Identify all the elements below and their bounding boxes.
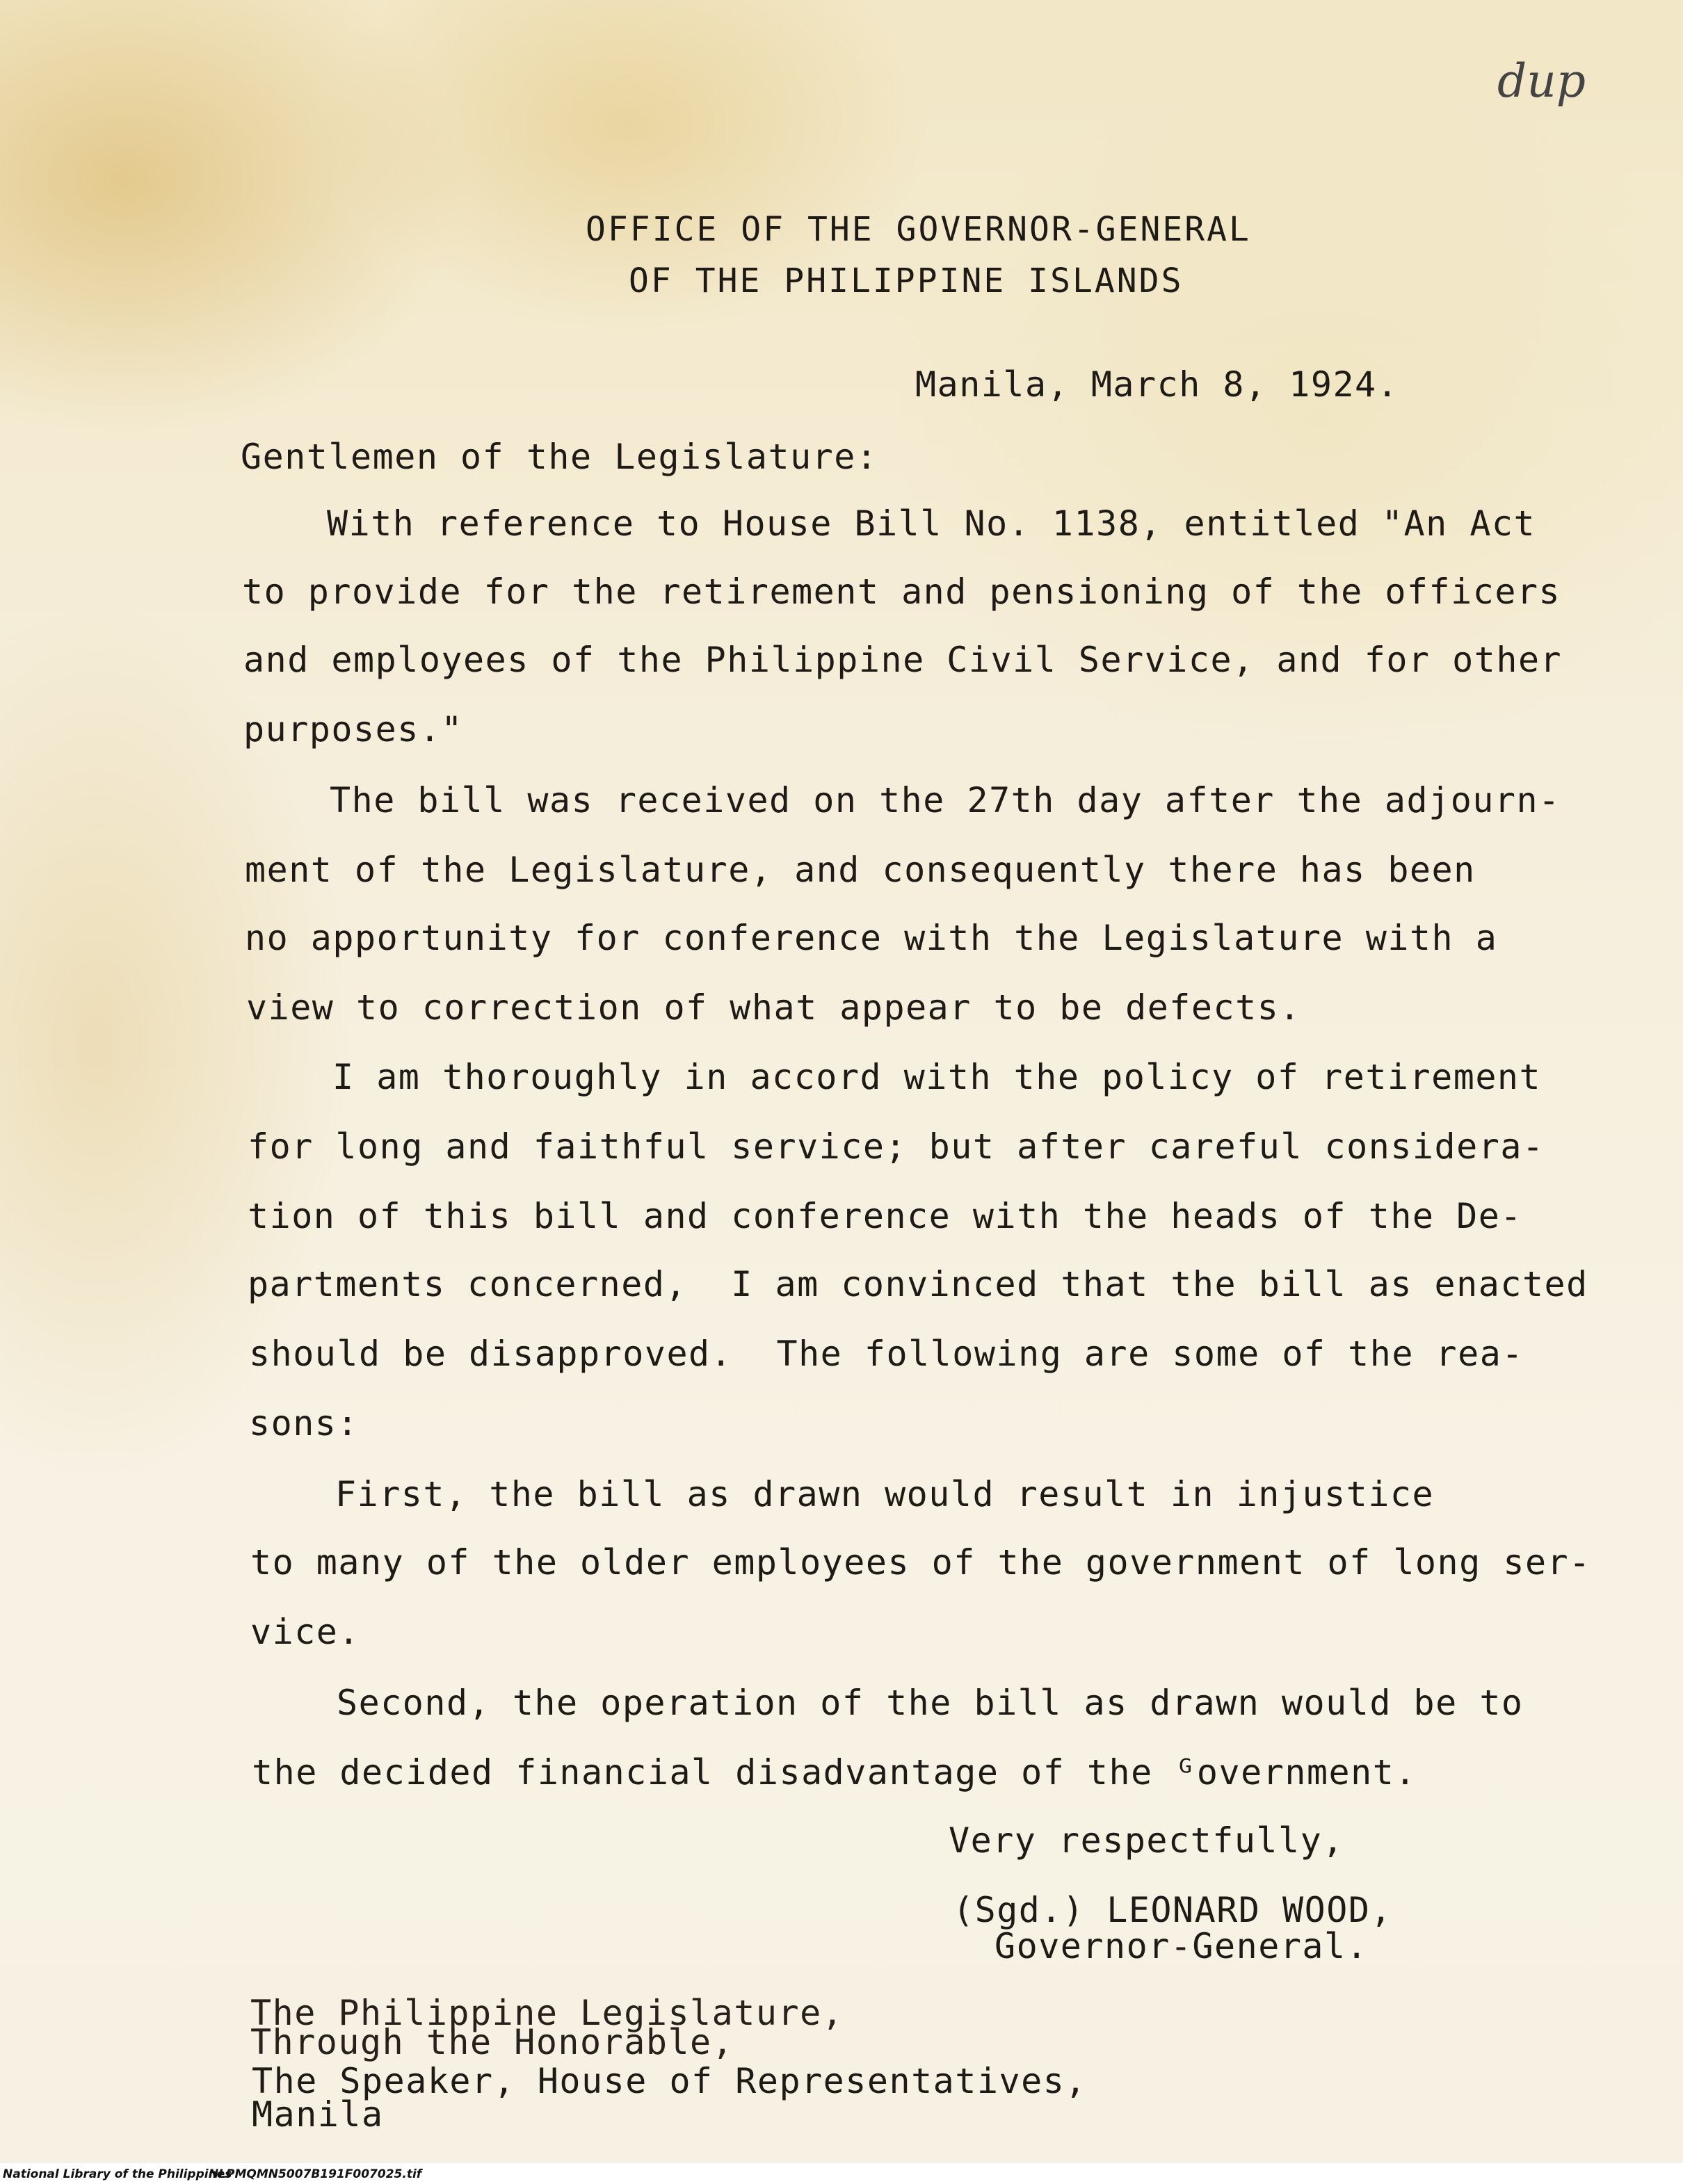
- body-line: I am thoroughly in accord with the policy of retirement: [332, 1057, 1542, 1097]
- salutation: Gentlemen of the Legislature:: [241, 437, 878, 477]
- footer-filename: NLPMQMN5007B191F007025.tif: [209, 2167, 422, 2181]
- dateline: Manila, March 8, 1924.: [915, 364, 1399, 405]
- body-line: vice.: [250, 1612, 361, 1652]
- body-line: to many of the older employees of the government of long ser-: [250, 1542, 1591, 1583]
- footer-library: National Library of the Philippines: [3, 2167, 232, 2181]
- body-line: no apportunity for conference with the Legislature with a: [245, 918, 1498, 958]
- signature-title: Governor-General.: [994, 1926, 1369, 1966]
- body-line: sons:: [249, 1403, 360, 1443]
- body-line: partments concerned, I am convinced that the bill as enacted: [248, 1264, 1588, 1304]
- body-line: ment of the Legislature, and consequently there has been: [245, 850, 1476, 890]
- body-line: Second, the operation of the bill as drawn would be to: [337, 1683, 1524, 1723]
- body-line: should be disapproved. The following are some of the rea-: [249, 1334, 1524, 1374]
- address-line-4: Manila: [252, 2094, 384, 2135]
- signature-name: (Sgd.) LEONARD WOOD,: [953, 1890, 1393, 1930]
- body-line: tion of this bill and conference with the heads of the De-: [248, 1196, 1522, 1236]
- address-line-1: The Philippine Legislature,: [250, 1993, 844, 2033]
- body-line: view to correction of what appear to be defects.: [246, 987, 1301, 1028]
- address-line-3: The Speaker, House of Representatives,: [252, 2061, 1087, 2101]
- body-line: First, the bill as drawn would result in injustice: [335, 1474, 1435, 1514]
- body-line: the decided financial disadvantage of the ᴳovernment.: [252, 1752, 1417, 1793]
- body-line: With reference to House Bill No. 1138, entitled "An Act: [327, 503, 1536, 544]
- scan-footer: [0, 2163, 1683, 2184]
- body-line: and employees of the Philippine Civil Service, and for other: [243, 640, 1563, 680]
- body-line: purposes.": [243, 709, 464, 750]
- letterhead-line-2: OF THE PHILIPPINE ISLANDS: [629, 261, 1184, 300]
- body-line: The bill was received on the 27th day after the adjourn-: [330, 780, 1561, 820]
- body-line: to provide for the retirement and pensioning of the officers: [242, 572, 1561, 612]
- letterhead-line-1: OFFICE OF THE GOVERNOR-GENERAL: [586, 210, 1251, 249]
- closing: Very respectfully,: [949, 1820, 1344, 1861]
- body-line: for long and faithful service; but after careful considera-: [248, 1126, 1545, 1167]
- handwritten-annotation: dup: [1497, 54, 1586, 108]
- address-line-2: Through the Honorable,: [250, 2022, 734, 2062]
